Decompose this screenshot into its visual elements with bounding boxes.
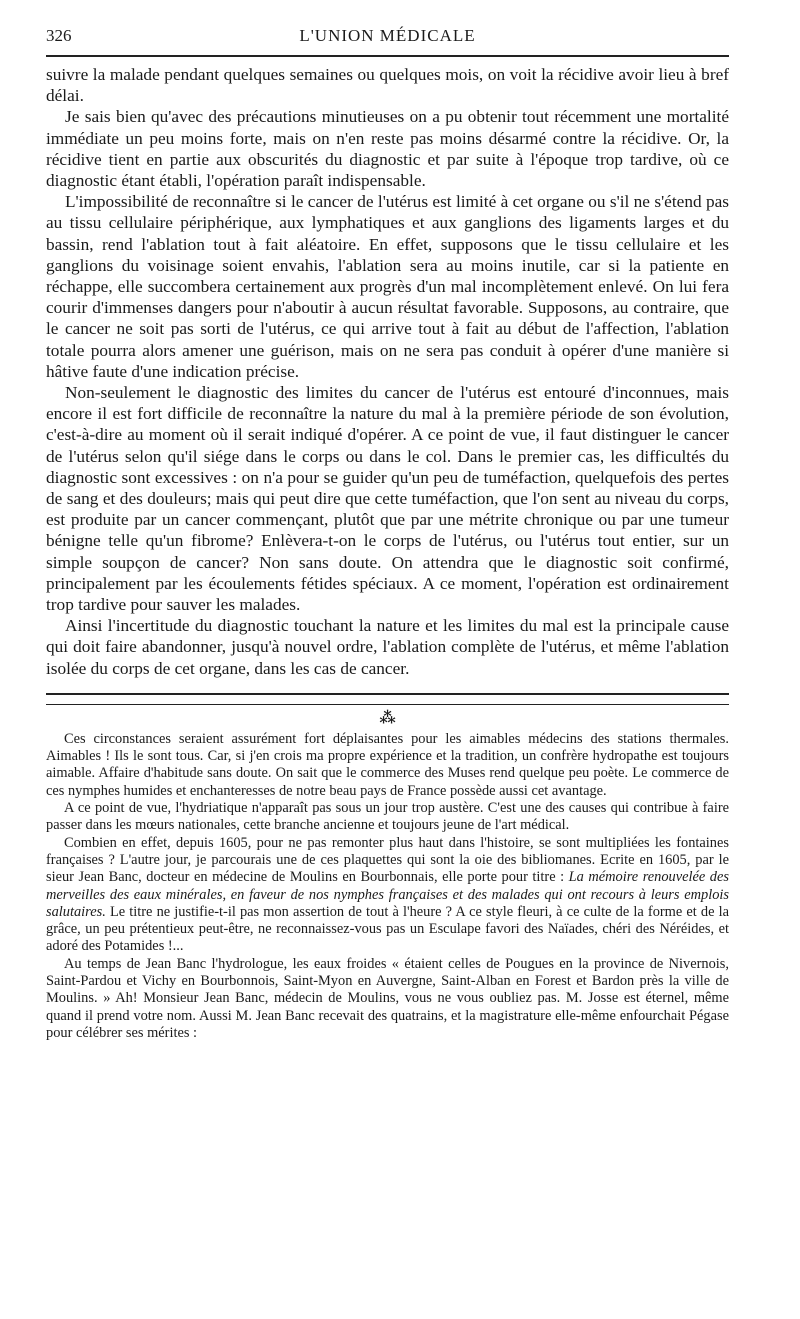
article-paragraph: Ainsi l'incertitude du diagnostic touchant la nature et les limites du mal est la principale cause qui doit faire abandonner, jusqu'à nouvel ordre, l'ablation complète de l'utérus, et même l'ablation isolée du corps de cet organe, dans les cas de cancer. xyxy=(46,616,729,678)
journal-page xyxy=(46,0,729,1042)
feuilleton-paragraph xyxy=(46,835,729,956)
feuilleton-paragraph: Au temps de Jean Banc l'hydrologue, les eaux froides « étaient celles de Pougues en la province de Nivernois, Saint-Pardou et Vichy en Bourbonnois, Saint-Myon en Auvergne, Saint-Alban en Forest et Bardon près la ville de Moulins. » Ah! Monsieur Jean Banc, médecin de Moulins, vous ne vous oubliez pas. M. Josse est éternel, même quand il prend votre nom. Aussi M. Jean Banc recevait des quatrains, et la magistrature elle-même enfourchait Pégase pour célébrer ses mérites : xyxy=(46,955,729,1041)
main-article xyxy=(46,64,729,679)
article-paragraph: L'impossibilité de reconnaître si le cancer de l'utérus est limité à cet organe ou s'il ne s'étend pas au tissu cellulaire périphérique, aux lymphatiques et aux ganglions des ligaments larges et du bassin, rend l'ablation tout à fait aléatoire. En effet, supposons que le tissu cellulaire et les ganglions du voisinage soient envahis, l'ablation sera au moins inutile, car si la patiente en réchappe, elle succombera certainement aux progrès d'un mal incomplètement enlevé. On lui fera courir d'immenses dangers pour n'aboutir à aucun résultat favorable. Supposons, au contraire, que le cancer ne soit pas sorti de l'utérus, ce qui arrive tout à fait au début de l'affection, l'ablation totale pourra alors amener une guérison, mais on ne sera pas conduit à opérer d'une manière si hâtive faute d'une indication précise. xyxy=(46,192,729,381)
article-paragraph: suivre la malade pendant quelques semaines ou quelques mois, on voit la récidive avoir lieu à bref délai. xyxy=(46,65,729,106)
feuilleton-text: Combien en effet, depuis 1605, pour ne pas remonter plus haut dans l'histoire, se sont multipliées les fontaines françaises ? L'autre jour, je parcourais une de ces plaquettes qui sont la oie des bibliomanes. Ecrite en 1605, par le sieur Jean Banc, docteur en médecine de Moulins en Bourbonnais, elle porte pour titre : xyxy=(46,834,729,886)
article-paragraph: Je sais bien qu'avec des précautions minutieuses on a pu obtenir tout récemment une mortalité immédiate un peu moins forte, mais on n'en reste pas moins désarmé contre la récidive. Or, la récidive tient en partie aux obscurités du diagnostic et par suite à l'époque trop tardive, où ce diagnostic étant établi, l'opération paraît indispensable. xyxy=(46,107,729,191)
feuilleton-section xyxy=(46,711,729,1042)
header-rule xyxy=(46,55,729,57)
feuilleton-text: Le titre ne justifie-t-il pas mon assertion de tout à l'heure ? A ce style fleuri, à ce culte de la forme et de la grâce, un peu prétentieux peut-être, ne reconnaissez-vous pas un Esculape favori des Naïades, chéri des Néréides, et adoré des Potamides !... xyxy=(46,903,729,955)
asterism-ornament: ⁂ xyxy=(379,709,396,727)
article-paragraph: Non-seulement le diagnostic des limites du cancer de l'utérus est entouré d'inconnues, mais encore il est fort difficile de reconnaître la nature du mal à la première période de son évolution, c'est-à-dire au moment où il serait indiqué d'opérer. A ce point de vue, il faut distinguer le cancer de l'utérus selon qu'il siége dans le corps ou dans le col. Dans le premier cas, les difficultés du diagnostic sont excessives : on n'a pour se guider qu'un peu de tuméfaction, quelquefois des pertes de sang et des douleurs; mais qui peut dire que cette tuméfaction, que l'on sent au niveau du corps, est produite par un cancer commençant, plutôt que par une métrite chronique ou par une tumeur bénigne telle qu'un fibrome? Enlèvera-t-on le corps de l'utérus, ou l'utérus tout entier, sur un simple soupçon de cancer? Non sans doute. On attendra que le diagnostic soit confirmé, principalement par les écoulements fétides spéciaux. A ce moment, l'opération est ordinairement trop tardive pour sauver les malades. xyxy=(46,383,729,615)
feuilleton-paragraph: A ce point de vue, l'hydriatique n'apparaît pas sous un jour trop austère. C'est une des causes qui contribue à faire passer dans les mœurs nationales, cette branche ancienne et toujours jeune de l'art médical. xyxy=(46,800,729,834)
page-number: 326 xyxy=(46,26,72,45)
running-title: L'UNION MÉDICALE xyxy=(299,26,476,45)
book-title: La mémoire renouvelée des merveilles des eaux minérales, en faveur de nos nymphes françaises et des malades qui ont recours à leurs emplois salutaires. xyxy=(46,869,729,920)
feuilleton-paragraph: Ces circonstances seraient assurément fort déplaisantes pour les aimables médecins des stations thermales. Aimables ! Ils le sont tous. Car, si j'en crois ma propre expérience et la tradition, un confrère hydropathe est toujours aimable. Affaire d'habitude sans doute. On sait que le commerce des Muses rend quelque peu poète. Le commerce de ces nymphes humides et enchanteresses de notre beau pays de France possède aussi cet avantage. xyxy=(46,730,729,799)
feuilleton-separator xyxy=(46,693,729,705)
page-header xyxy=(46,0,729,58)
